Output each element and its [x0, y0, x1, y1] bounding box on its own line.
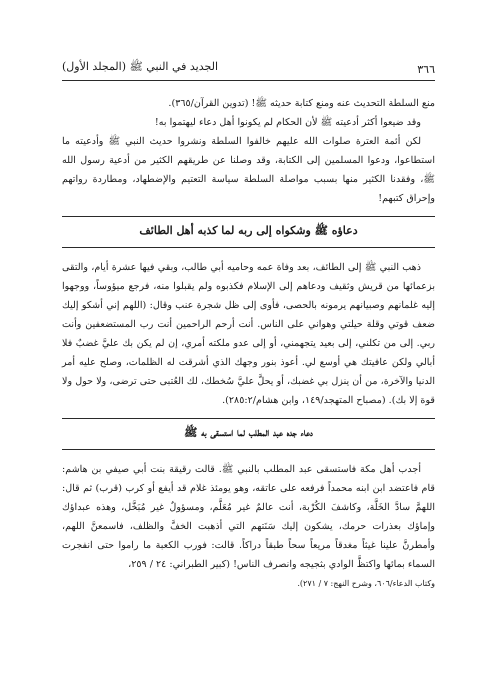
paragraph-5: أجدب أهل مكة فاستسقى عبد المطلب بالنبي ﷺ. قالت رقيقة بنت أبي صيفي بن هاشم: قام فاعتضد ابن ابنه محمداً فرفعه على عاتقه، وهو يومئذ غلام قد أيفع أو كرب (قرب) ثم قال: اللهمَّ سادَّ الخَلَّة، وكاشفَ الكُرْبة، أنت عالمٌ غير مُعَلَّم، ومسؤولٌ غير مُبَخَّل، وهذه عبداؤك وإماؤك بعذرات حرمك، يشكون إليك سَنَتهم التي أذهبت الخفَّ والظلف، فاسمعنَّ اللهم، وأمطرنَّ علينا غيثاً مغدقاً مريعاً سحاً طبقاً دراكاً. قالت: فورب الكعبة ما راموا حتى انفجرت السماء بمائها واكتظَّ الوادي بثجيجه وانصرف الناس! (كبير الطبراني: ٢٤ / ٢٥٩، [62, 464, 435, 570]
paragraph-2: وقد ضيعوا أكثر أدعيته ﷺ لأن الحكام لم يكونوا أهل دعاء ليهتموا به! [154, 117, 421, 128]
paragraph-1: منع السلطة التحديث عنه ومنع كتابة حديثه ﷺ! (تدوين القرآن/٣٦٥). [168, 98, 435, 109]
section-heading-taif-text: دعاؤه ﷺ وشكواه إلى ربه لما كذبه أهل الطائف [139, 224, 358, 237]
page-body [62, 94, 435, 593]
source-citation: وكتاب الدعاء/٦٠٦، وشرح النهج: ٧ / ٢٧١). [297, 579, 435, 588]
book-title: الجديد في النبي ﷺ (المجلد الأول) [62, 60, 219, 73]
paragraph-3: لكن أئمة العترة صلوات الله عليهم خالفوا السلطة ونشروا حديث النبي ﷺ وأدعيته ما استطاعوا، ودعوا المسلمين إلى الكتابة، وقد وصلنا عن طريقهم الكثير من أدعية رسول الله ﷺ، وفقدنا الكثير منها بسبب مواصلة السلطة سياسة التعتيم والإضطهاد، ومطاردة رواتهم وإحراق كتبهم! [62, 136, 435, 204]
page-number: ٣٦٦ [417, 63, 435, 76]
running-header [62, 56, 435, 76]
section-heading-abdulmuttalib-text: دعاء جده عبد المطلب لما استسقى به ﷺ [184, 426, 313, 439]
header-rule [62, 80, 435, 81]
paragraph-4: ذهب النبي ﷺ إلى الطائف، بعد وفاة عمه وحاميه أبي طالب، وبقي فيها عشرة أيام، والتقى بزعمائها من قريش وثقيف ودعاهم إلى الإسلام فكذبوه ولم يقبلوا منه، فرجع ميؤوساً، ووجهوا إليه غلمانهم وصبيانهم يرمونه بالحصى، فأوى إلى ظل شجرة عنب وقال: (اللهم إني أشكو إليك ضعف قوتي وقلة حيلتي وهواني على الناس. أنت أرحم الراحمين أنت رب المستضعفين وأنت ربي. إلى من تكلني، إلى بعيد يتجهمني، أو إلى عدو ملكته أمري، إن لم يكن بك عليَّ غضبٌ فلا أبالي ولكن عافيتك هي أوسع لي. أعوذ بنور وجهك الذي أشرقت له الظلمات، وصلح عليه أمر الدنيا والآخرة، من أن ينزل بي غضبك، أو يحلَّ عليَّ سُخطك، لك العُتبى حتى ترضى، ولا حول ولا قوة إلا بك). (مصباح المتهجد/١٤٩، وابن هشام/٢٨٥:٢). [62, 262, 435, 406]
section-heading-abdulmuttalib [62, 418, 435, 450]
section-heading-taif [62, 216, 435, 248]
